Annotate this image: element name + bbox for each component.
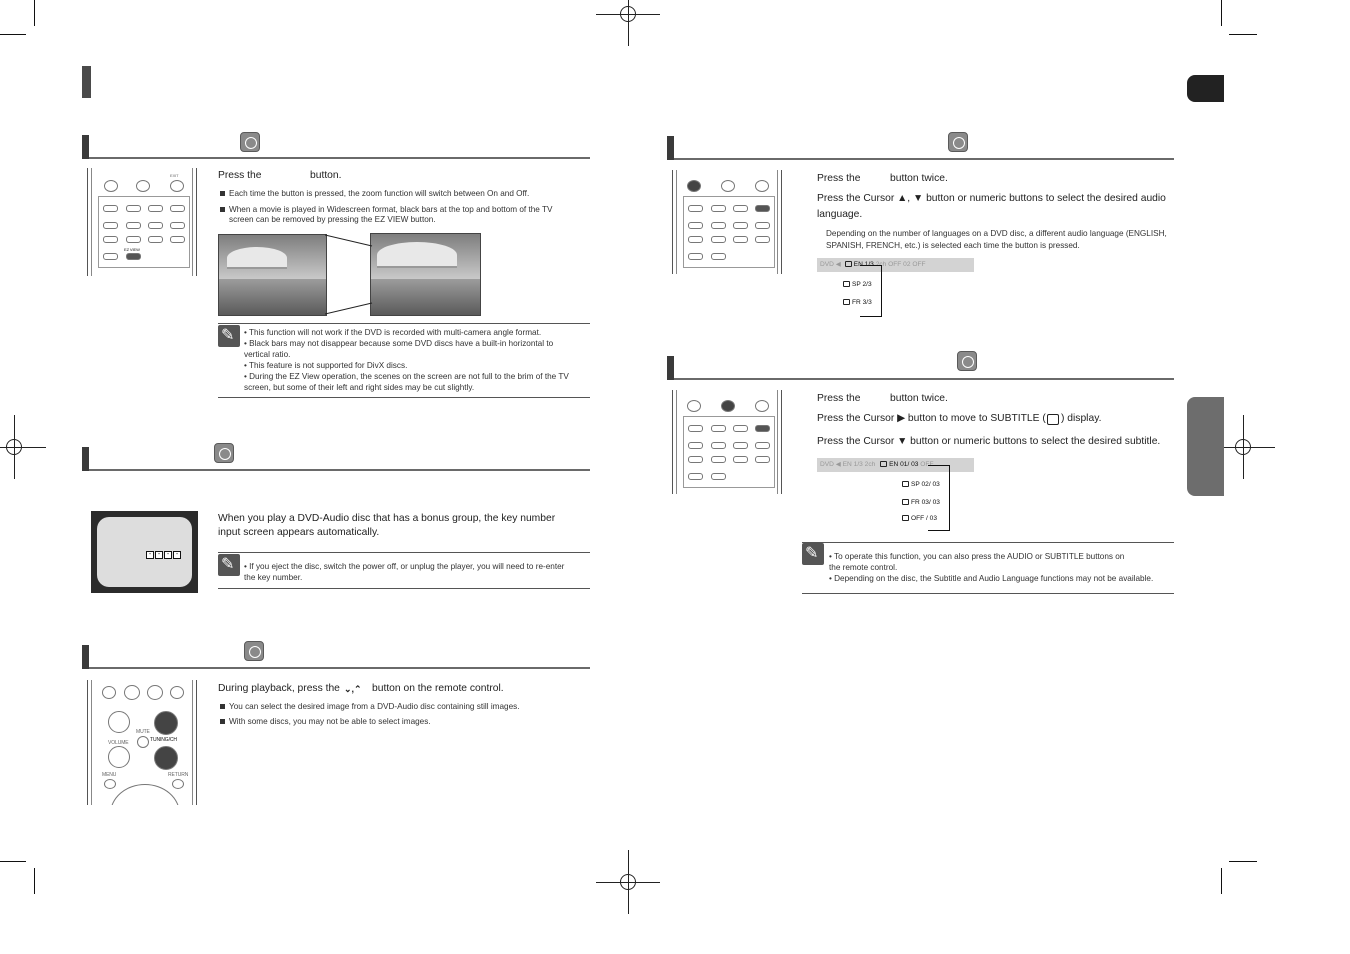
page-view-instruction-b: button on the remote control. bbox=[372, 683, 504, 694]
nav-wheel bbox=[110, 784, 180, 805]
subtitle-step2-end: ) display. bbox=[1061, 413, 1102, 424]
subtitle-step1-b: button twice. bbox=[890, 393, 948, 404]
section-header-audio-language bbox=[667, 133, 1174, 160]
remote-button bbox=[721, 400, 735, 412]
remote-key bbox=[126, 205, 141, 212]
remote-key bbox=[148, 236, 163, 243]
remote-key bbox=[688, 222, 703, 229]
remote-key bbox=[688, 236, 703, 243]
subtitle-step3: Press the Cursor ▼ button or numeric buttons to select the desired subtitle. bbox=[817, 436, 1161, 447]
subtitle-icon bbox=[902, 515, 909, 521]
zoom-note-line: • This function will not work if the DVD is recorded with multi-camera angle format. bbox=[244, 328, 542, 337]
crop-mark bbox=[1229, 861, 1257, 862]
registration-mark bbox=[614, 868, 642, 896]
remote-key bbox=[711, 473, 726, 480]
remote-key bbox=[170, 236, 185, 243]
bullet bbox=[220, 704, 225, 709]
key-digit-box: - bbox=[173, 551, 181, 559]
zoom-note-line: • During the EZ View operation, the scenes on the screen are not full to the brim of the TV bbox=[244, 372, 569, 381]
remote-key bbox=[688, 442, 703, 449]
tuning-label: TUNING/CH bbox=[150, 737, 177, 743]
osd-prefix: DVD ◀ bbox=[820, 261, 841, 268]
section-header-ez-view bbox=[82, 132, 590, 159]
page-view-bullet: With some discs, you may not be able to select images. bbox=[229, 717, 431, 726]
remote-button bbox=[170, 180, 184, 192]
subtitle-step1-a: Press the bbox=[817, 393, 861, 404]
widescreen-photo bbox=[218, 234, 327, 316]
zoom-connector-lines bbox=[325, 233, 373, 317]
rewind-button bbox=[102, 686, 116, 699]
bullet bbox=[220, 207, 225, 212]
audio-icon bbox=[845, 261, 852, 267]
remote-key bbox=[755, 222, 770, 229]
audio-option: SP 2/3 bbox=[843, 280, 872, 289]
remote-key bbox=[733, 456, 748, 463]
audio-icon bbox=[843, 281, 850, 287]
osd-prefix: DVD ◀ EN 1/3 2ch bbox=[820, 461, 876, 468]
dvd-disc-icon bbox=[240, 132, 260, 152]
remote-key bbox=[755, 236, 770, 243]
dvd-audio-disc-icon bbox=[214, 443, 234, 463]
zoom-note-line: • Black bars may not disappear because some DVD discs have a built-in horizontal to bbox=[244, 339, 554, 348]
subtitle-note-line: the remote control. bbox=[829, 563, 898, 572]
note-pencil-icon bbox=[802, 543, 824, 565]
menu-button bbox=[104, 779, 116, 789]
osd-suffix: OFF bbox=[920, 461, 934, 468]
cycle-bracket bbox=[860, 265, 882, 317]
menu-label: MENU bbox=[102, 772, 117, 778]
info-key bbox=[755, 425, 770, 432]
osd-suffix: 2ch OFF 02 OFF bbox=[875, 261, 926, 268]
remote-key bbox=[711, 425, 726, 432]
zoom-instruction-a: Press the bbox=[218, 170, 262, 181]
remote-key bbox=[711, 456, 726, 463]
ez-view-label: EZ VIEW bbox=[124, 247, 140, 252]
zoom-bullet-cont: screen can be removed by pressing the EZ VIEW button. bbox=[229, 215, 436, 224]
remote-key bbox=[711, 236, 726, 243]
key-digit-box: - bbox=[146, 551, 154, 559]
remote-key bbox=[733, 236, 748, 243]
remote-illustration bbox=[87, 168, 197, 276]
remote-key bbox=[170, 222, 185, 229]
subtitle-icon bbox=[902, 481, 909, 487]
dvd-audio-disc-icon bbox=[244, 641, 264, 661]
registration-mark bbox=[614, 0, 642, 28]
return-button bbox=[172, 779, 184, 789]
osd-active: EN 1/3 bbox=[853, 261, 874, 268]
osd-active: EN 01/ 03 bbox=[889, 461, 919, 468]
remote-illustration bbox=[672, 170, 782, 274]
mute-button bbox=[137, 736, 149, 748]
crop-mark bbox=[34, 868, 35, 894]
audio-option: FR 3/3 bbox=[843, 298, 872, 307]
tuning-down-button bbox=[154, 746, 178, 770]
remote-key bbox=[688, 253, 703, 260]
forward-button bbox=[170, 686, 184, 699]
key-digit-box: - bbox=[155, 551, 163, 559]
ez-view-photo bbox=[370, 233, 481, 316]
dvd-disc-icon bbox=[948, 132, 968, 152]
subtitle-note-line: • To operate this function, you can also press the AUDIO or SUBTITLE buttons on bbox=[829, 552, 1125, 561]
zoom-note-line: screen, but some of their left and right sides may be cut slightly. bbox=[244, 383, 475, 392]
remote-key bbox=[711, 442, 726, 449]
stop-button bbox=[124, 685, 140, 700]
remote-key bbox=[711, 222, 726, 229]
audio-icon bbox=[843, 299, 850, 305]
audio-step1-a: Press the bbox=[817, 173, 861, 184]
zoom-bullet: Each time the button is pressed, the zoom function will switch between On and Off. bbox=[229, 189, 530, 198]
audio-osd-bar bbox=[817, 258, 974, 272]
remote-button bbox=[687, 400, 701, 412]
play-pause-button bbox=[147, 685, 163, 700]
zoom-bullet: When a movie is played in Widescreen format, black bars at the top and bottom of the TV bbox=[229, 205, 553, 214]
remote-button bbox=[687, 180, 701, 192]
remote-button bbox=[104, 180, 118, 192]
remote-key bbox=[755, 456, 770, 463]
subtitle-option: OFF / 03 bbox=[902, 514, 937, 523]
remote-key bbox=[755, 442, 770, 449]
remote-key bbox=[103, 222, 118, 229]
page-title-bar bbox=[82, 66, 91, 98]
bullet bbox=[220, 191, 225, 196]
bonus-note-line: • If you eject the disc, switch the power off, or unplug the player, you will need to re-enter bbox=[244, 562, 565, 571]
chapter-side-tab bbox=[1187, 397, 1224, 496]
audio-step2: Press the Cursor ▲, ▼ button or numeric buttons to select the desired audio bbox=[817, 193, 1166, 204]
remote-button bbox=[721, 180, 735, 192]
bullet bbox=[220, 719, 225, 724]
section-header-page-view bbox=[82, 642, 590, 669]
page-view-bullet: You can select the desired image from a DVD-Audio disc containing still images. bbox=[229, 702, 520, 711]
remote-key bbox=[103, 205, 118, 212]
remote-key bbox=[733, 442, 748, 449]
subtitle-icon bbox=[902, 499, 909, 505]
subtitle-osd-bar bbox=[817, 458, 974, 472]
info-key bbox=[755, 205, 770, 212]
remote-key bbox=[148, 205, 163, 212]
audio-desc: Depending on the number of languages on a DVD disc, a different audio language (ENGLISH, bbox=[826, 229, 1167, 238]
ez-view-key bbox=[126, 253, 141, 260]
remote-key bbox=[688, 205, 703, 212]
remote-key bbox=[711, 253, 726, 260]
subtitle-step2: Press the Cursor ▶ button to move to SUBTITLE ( bbox=[817, 413, 1046, 424]
page-number-tab bbox=[1187, 75, 1224, 102]
crop-mark bbox=[1221, 0, 1222, 26]
zoom-note-line: • This feature is not supported for DivX discs. bbox=[244, 361, 408, 370]
remote-key bbox=[103, 253, 118, 260]
bonus-text: input screen appears automatically. bbox=[218, 527, 380, 538]
remote-key bbox=[103, 236, 118, 243]
volume-label: VOLUME bbox=[108, 740, 129, 746]
bonus-note-line: the key number. bbox=[244, 573, 303, 582]
cycle-bracket bbox=[928, 465, 950, 531]
crop-mark bbox=[1229, 34, 1257, 35]
note-pencil-icon bbox=[218, 554, 240, 576]
remote-button bbox=[755, 400, 769, 412]
zoom-note-line: vertical ratio. bbox=[244, 350, 291, 359]
registration-mark bbox=[0, 433, 28, 461]
subtitle-option: FR 03/ 03 bbox=[902, 498, 940, 507]
page-view-instruction: During playback, press the bbox=[218, 683, 340, 694]
dvd-disc-icon bbox=[957, 351, 977, 371]
crop-mark bbox=[1221, 868, 1222, 894]
remote-illustration bbox=[672, 390, 782, 494]
remote-key bbox=[126, 222, 141, 229]
remote-key bbox=[733, 205, 748, 212]
tuning-up-button bbox=[154, 711, 178, 735]
subtitle-icon bbox=[1047, 414, 1059, 425]
audio-step2-cont: language. bbox=[817, 209, 863, 220]
bonus-text: When you play a DVD-Audio disc that has a bonus group, the key number bbox=[218, 513, 556, 524]
audio-step1-b: button twice. bbox=[890, 173, 948, 184]
return-label: RETURN bbox=[168, 772, 189, 778]
crop-mark bbox=[0, 34, 26, 35]
note-pencil-icon bbox=[218, 325, 240, 347]
volume-down-button bbox=[108, 746, 130, 768]
subtitle-option: SP 02/ 03 bbox=[902, 480, 940, 489]
remote-key bbox=[170, 205, 185, 212]
key-digit-box: - bbox=[164, 551, 172, 559]
remote-key bbox=[688, 473, 703, 480]
remote-key-label: EXIT bbox=[170, 173, 179, 178]
remote-key bbox=[688, 456, 703, 463]
subtitle-note-line: • Depending on the disc, the Subtitle and Audio Language functions may not be available. bbox=[829, 574, 1154, 583]
registration-mark bbox=[1229, 433, 1257, 461]
page-arrows-symbol: ⌄,⌃ bbox=[344, 684, 362, 694]
zoom-instruction-b: button. bbox=[310, 170, 342, 181]
remote-key bbox=[733, 425, 748, 432]
section-header-subtitle bbox=[667, 353, 1174, 380]
remote-key bbox=[148, 222, 163, 229]
remote-key bbox=[733, 222, 748, 229]
remote-button bbox=[755, 180, 769, 192]
remote-button bbox=[136, 180, 150, 192]
mute-label: MUTE bbox=[136, 729, 150, 735]
section-header-bonus-group bbox=[82, 444, 590, 471]
crop-mark bbox=[0, 861, 26, 862]
volume-up-button bbox=[108, 711, 130, 733]
subtitle-icon bbox=[880, 461, 887, 467]
key-number-screen bbox=[91, 511, 198, 593]
crop-mark bbox=[34, 0, 35, 26]
remote-illustration-nav bbox=[87, 680, 197, 805]
remote-key bbox=[126, 236, 141, 243]
remote-key bbox=[688, 425, 703, 432]
audio-desc: SPANISH, FRENCH, etc.) is selected each time the button is pressed. bbox=[826, 241, 1080, 250]
remote-key bbox=[711, 205, 726, 212]
